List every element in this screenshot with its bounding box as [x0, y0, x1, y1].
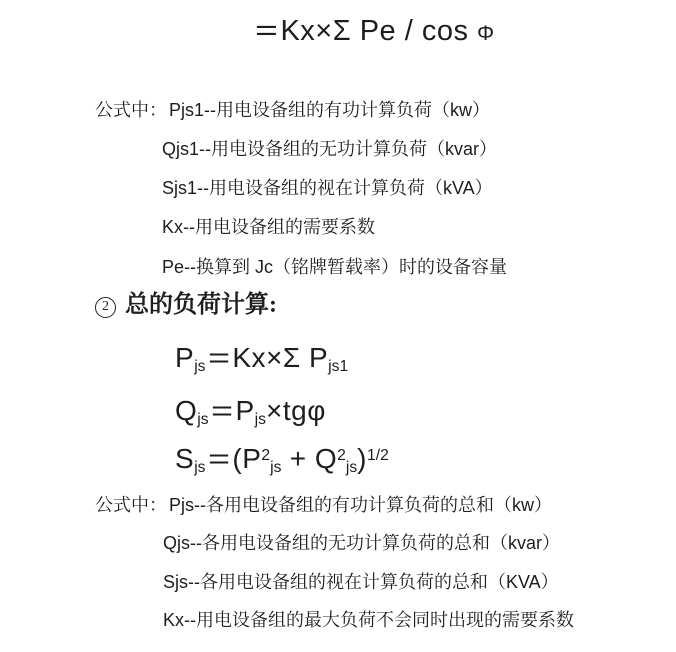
formula-segment: js [270, 458, 282, 476]
formula-segment: js [194, 458, 206, 476]
formula-segment: = [210, 395, 234, 426]
legend-item-sjs-total: Sjs--各用电设备组的视在计算负荷的总和（KVA） [163, 572, 559, 592]
formula-qjs-total [175, 395, 326, 429]
legend-item-pjs-total: Pjs--各用电设备组的有功计算负荷的总和（kw） [169, 495, 552, 515]
formula-segment: S [175, 443, 195, 474]
legend-item-kx: Kx--用电设备组的需要系数 [162, 217, 375, 237]
legend-item-pe: Pe--换算到 Jc（铭牌暂载率）时的设备容量 [162, 257, 508, 277]
formula-segment: = [254, 15, 279, 47]
formula-segment: P [235, 395, 255, 426]
formula-segment: 2 [261, 446, 271, 464]
formula-pjs-total [175, 342, 348, 376]
legend-item-qjs1: Qjs1--用电设备组的无功计算负荷（kvar） [162, 139, 498, 159]
formula-segment: 1/2 [367, 446, 389, 464]
formula-segment: = [207, 443, 231, 474]
formula-segment: js [254, 410, 266, 428]
legend2-label: 公式中： [95, 495, 167, 515]
legend-item-pjs1: Pjs1--用电设备组的有功计算负荷（kw） [169, 100, 491, 120]
formula-segment: ) [357, 443, 367, 474]
formula-segment: js1 [328, 357, 349, 375]
formula-segment: Q [175, 395, 198, 426]
formula-segment: (P [232, 443, 262, 474]
legend1-row-pjs1 [95, 98, 490, 122]
legend-item-qjs-total: Qjs--各用电设备组的无功计算负荷的总和（kvar） [163, 533, 560, 553]
section-heading-total-load [95, 290, 277, 320]
legend-item-sjs1: Sjs1--用电设备组的视在计算负荷（kVA） [162, 178, 493, 198]
circled-number-2: 2 [95, 297, 116, 318]
section-heading-text: 总的负荷计算: [125, 292, 277, 318]
formula-segment: ×tgφ [265, 395, 326, 426]
legend2-row-pjs [95, 493, 552, 517]
formula-sjs-total [175, 443, 389, 477]
formula-segment: = [207, 342, 231, 373]
formula-segment: P [175, 342, 195, 373]
formula-segment: js [345, 458, 358, 476]
formula-segment: 2 [337, 446, 346, 464]
legend-item-kx-total: Kx--用电设备组的最大负荷不会同时出现的需要系数 [163, 610, 574, 630]
formula-segment: Kx×Σ P [232, 342, 329, 373]
formula-continuation-sjs1 [253, 15, 495, 48]
formula-segment: Φ [477, 21, 495, 45]
formula-segment: js [194, 357, 206, 375]
formula-segment: Kx×Σ Pe / cos [280, 15, 478, 47]
legend1-label: 公式中： [95, 100, 167, 120]
formula-segment: + Q [281, 443, 338, 474]
formula-segment: js [197, 410, 209, 428]
